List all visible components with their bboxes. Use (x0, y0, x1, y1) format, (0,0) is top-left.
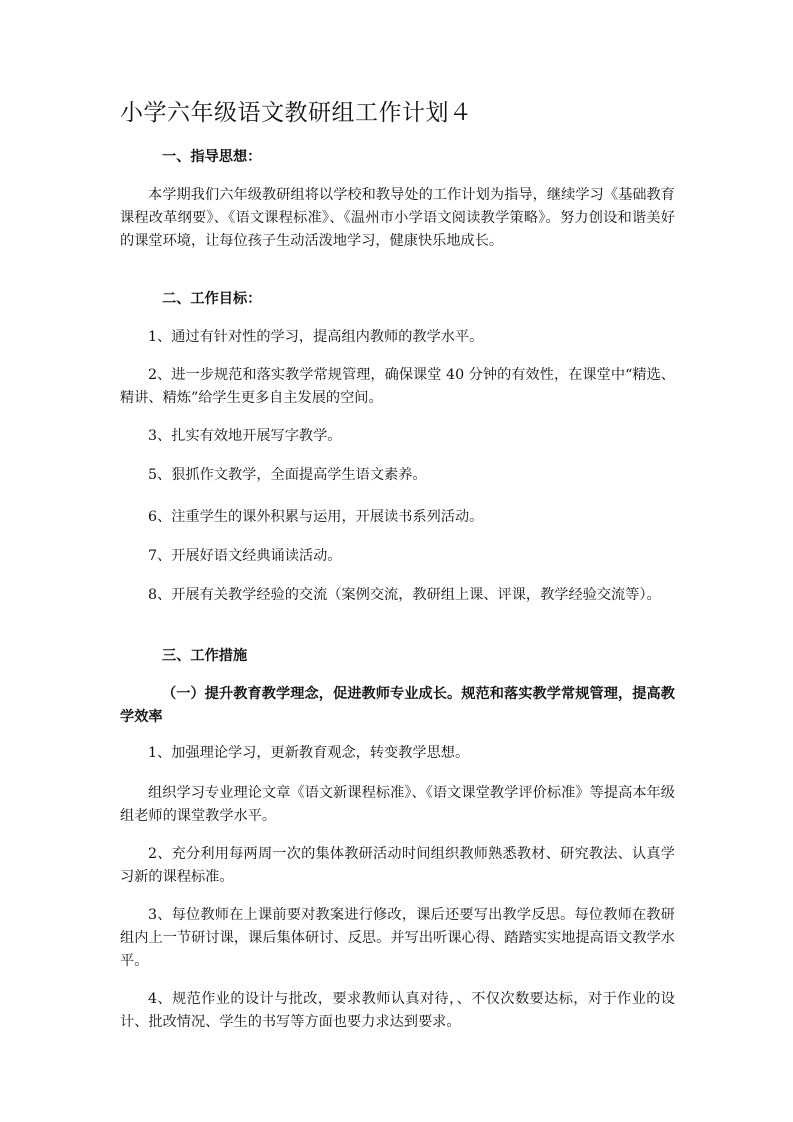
goal-item: 7、开展好语文经典诵读活动。 (148, 548, 342, 564)
goal-item: 1、通过有针对性的学习，提高组内教师的教学水平。 (148, 329, 484, 345)
goal-item: 5、狠抓作文教学，全面提高学生语文素养。 (148, 467, 427, 483)
section-2-heading: 二、工作目标： (162, 291, 262, 307)
section-3-heading: 三、工作措施 (162, 648, 248, 664)
section-1-paragraph: 本学期我们六年级教研组将以学校和教导处的工作计划为指导，继续学习《基础教育课程改革纲要》、《语文课程标准》、《温州市小学语文阅读教学策略》。努力创设和谐美好的课堂环境，让每位孩子生动活泼地学习，健康快乐地成长。 (120, 187, 675, 249)
goal-item: 3、扎实有效地开展写字教学。 (148, 428, 342, 444)
measure-item: 2、充分利用每两周一次的集体教研活动时间组织教师熟悉教材、研究教法、认真学习新的课程标准。 (120, 846, 675, 885)
measures-subheading: （一）提升教育教学理念，促进教师专业成长。规范和落实教学常规管理，提高教学效率 (120, 686, 675, 725)
measure-item: 1、加强理论学习，更新教育观念，转变教学思想。 (148, 745, 470, 761)
measure-item: 3、每位教师在上课前要对教案进行修改，课后还要写出教学反思。每位教师在教研组内上一节研讨课，课后集体研讨、反思。并写出听课心得、踏踏实实地提高语文教学水平。 (120, 907, 675, 969)
goal-item: 2、进一步规范和落实教学常规管理，确保课堂 40 分钟的有效性，在课堂中“精选、精讲、精炼”给学生更多自主发展的空间。 (120, 367, 675, 406)
goal-item: 8、开展有关教学经验的交流（案例交流，教研组上课、评课，教学经验交流等）。 (148, 587, 661, 603)
measure-item: 组织学习专业理论文章《语文新课程标准》、《语文课堂教学评价标准》等提高本年级组老师的课堂教学水平。 (120, 785, 675, 824)
section-1-heading: 一、指导思想： (162, 149, 262, 165)
measure-item: 4、规范作业的设计与批改，要求教师认真对待，、不仅次数要达标，对于作业的设计、批改情况、学生的书写等方面也要力求达到要求。 (120, 991, 675, 1030)
document-title: 小学六年级语文教研组工作计划４ (120, 100, 473, 126)
goal-item: 6、注重学生的课外积累与运用，开展读书系列活动。 (148, 509, 484, 525)
